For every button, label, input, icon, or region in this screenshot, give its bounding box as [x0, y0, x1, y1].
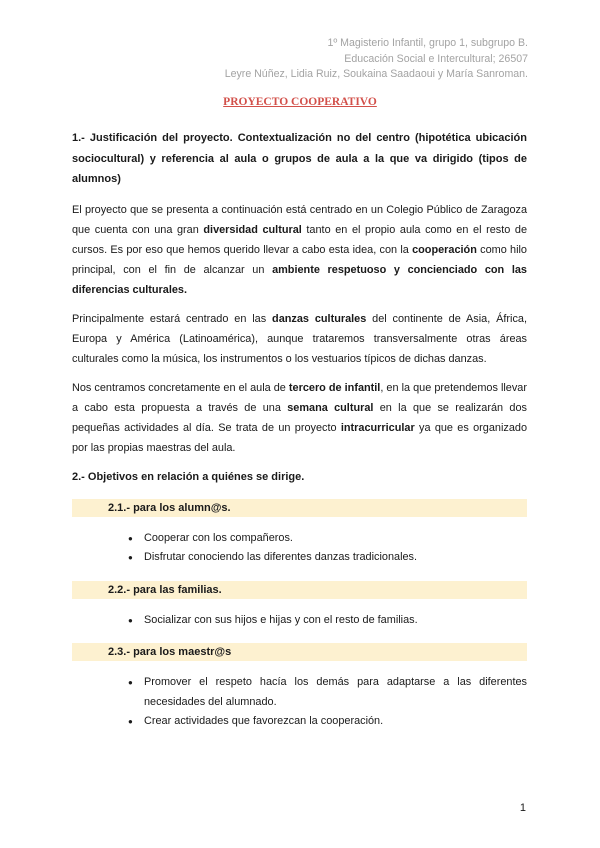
section-2-heading: 2.- Objetivos en relación a quiénes se dirige. — [72, 470, 305, 483]
subsection-teachers-title: 2.3.- para los maestr@s — [72, 643, 527, 661]
header-course: 1º Magisterio Infantil, grupo 1, subgrupo B. — [327, 37, 528, 49]
text-run: , en la que pretendemos llevar a cabo esta propuesta a través de una — [72, 381, 527, 414]
paragraph-1 — [72, 200, 527, 300]
paragraph-2 — [72, 309, 527, 369]
list-item: ● Socializar con sus hijos e hijas y con el resto de familias. — [128, 611, 527, 631]
paragraph-3 — [72, 378, 527, 458]
students-objectives-list — [72, 529, 527, 568]
bold-run: diversidad cultural — [203, 223, 302, 236]
list-item: ● Cooperar con los compañeros. — [128, 529, 527, 549]
header-subject: Educación Social e Intercultural; 26507 — [344, 52, 528, 65]
list-item: ● Disfrutar conociendo las diferentes danzas tradicionales. — [128, 548, 527, 568]
families-objectives-list — [72, 611, 527, 631]
text-run: como hilo principal, con el fin de alcanzar un — [72, 243, 527, 276]
bold-run: intracurricular — [340, 421, 415, 434]
text-run: El proyecto que se presenta a continuación está centrado en un Colegio Público de Zaragoza que cuenta con una gran — [72, 203, 527, 236]
list-item: ● Crear actividades que favorezcan la cooperación. — [128, 712, 527, 732]
list-item: ● Promover el respeto hacía los demás para adaptarse a las diferentes necesidades del alumnado. — [128, 673, 527, 712]
text-run: Principalmente estará centrado en las — [72, 312, 273, 325]
teachers-objectives-list — [72, 673, 527, 732]
bold-run: tercero de infantil — [288, 381, 381, 394]
text-run: Nos centramos concretamente en el aula de — [72, 381, 289, 394]
text-run: en la que se realizarán dos pequeñas actividades al día. Se trata de un proyecto — [72, 401, 527, 434]
bold-run: semana cultural — [287, 401, 374, 414]
bold-run: cooperación — [412, 243, 477, 256]
text-run: ya que es organizado por las propias maestras del aula. — [72, 421, 527, 454]
page-header — [225, 36, 528, 83]
document-body — [72, 128, 527, 745]
text-run: del continente de Asia, África, Europa y América (Latinoamérica), aunque trataremos transversalmente otras áreas culturales como la música, los instrumentos o los vestuarios típicos de dichas danzas. — [72, 312, 527, 365]
subsection-families-title: 2.2.- para las familias. — [72, 581, 527, 599]
text-run: tanto en el propio aula como en el resto de cursos. Es por eso que hemos querido llevar a cabo esta idea, con la — [72, 223, 528, 256]
bold-run: ambiente respetuoso y concienciado con las diferencias culturales. — [72, 263, 527, 296]
bold-run: danzas culturales — [272, 312, 367, 325]
page-number: 1 — [519, 802, 526, 814]
document-title: PROYECTO COOPERATIVO — [223, 96, 377, 108]
header-authors: Leyre Núñez, Lidia Ruiz, Soukaina Saadaoui y María Sanroman. — [224, 68, 528, 80]
subsection-students-title: 2.1.- para los alumn@s. — [72, 499, 527, 517]
section-1-heading: 1.- Justificación del proyecto. Contextualización no del centro (hipotética ubicación sociocultural) y referencia al aula o grupos de aula a la que va dirigido (tipos de alumnos) — [72, 132, 527, 185]
